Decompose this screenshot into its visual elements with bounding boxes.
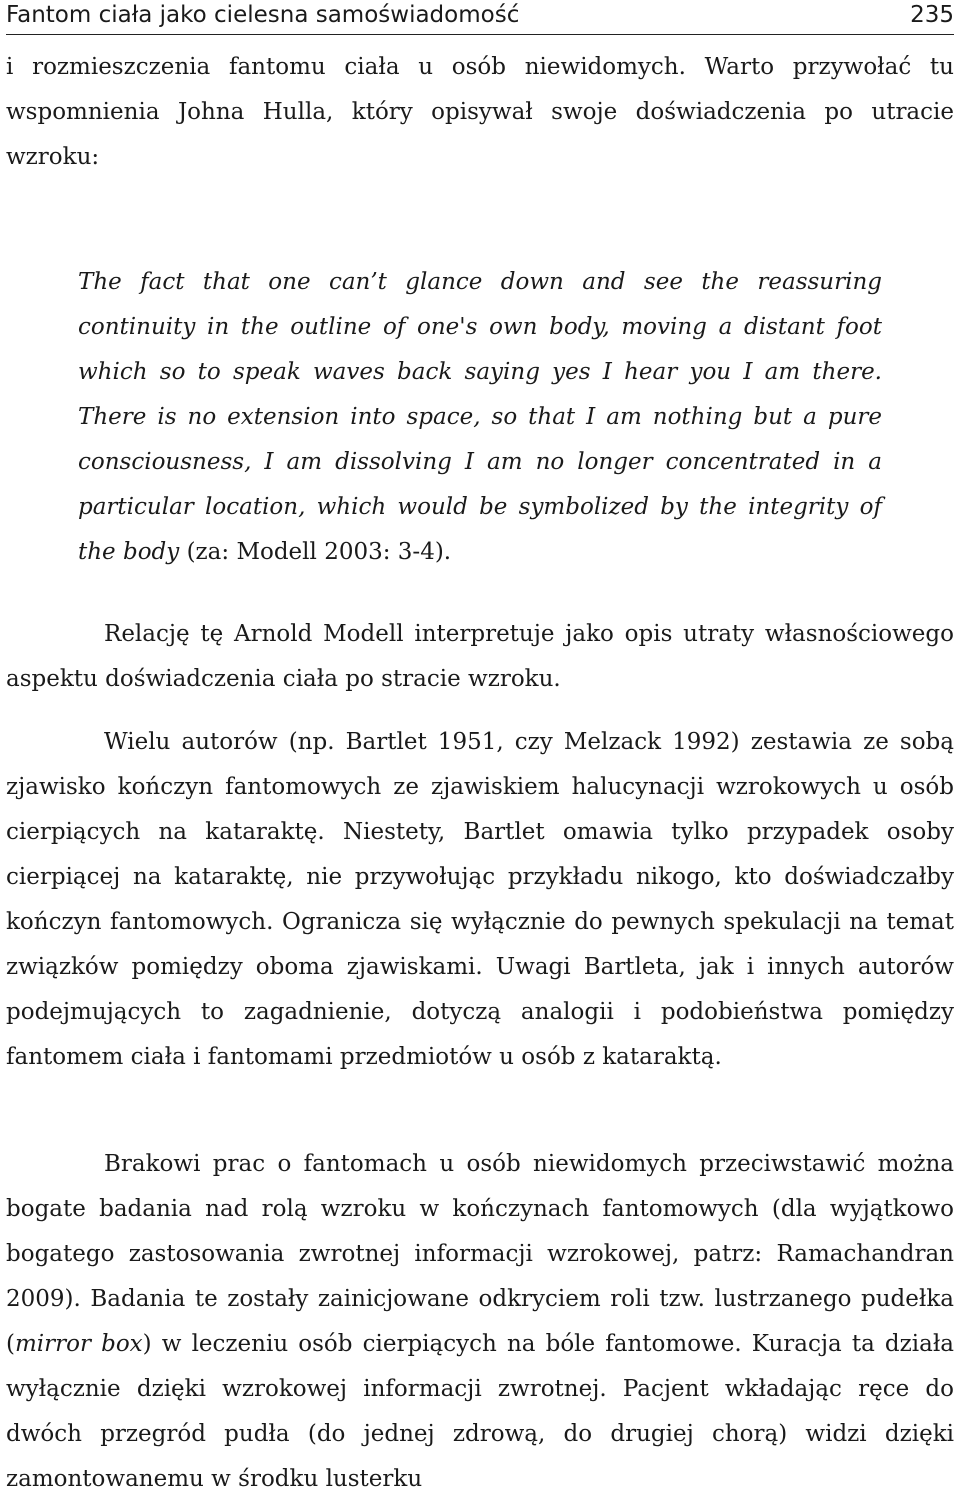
quote-reference: (za: Modell 2003: 3-4). <box>179 539 452 565</box>
paragraph-intro: i rozmieszczenia fantomu ciała u osób niewidomych. Warto przywołać tu wspomnienia Johna Hulla, który opisywał swoje doświadczenia po utracie wzroku: <box>6 54 954 170</box>
page-number: 235 <box>910 2 954 28</box>
quote-text: The fact that one can’t glance down and see the reassuring continuity in the outline of one's own body, moving a distant foot which so to speak waves back saying yes I hear you I am there. There is no extension into space, so that I am nothing but a pure consciousness, I am dissolving I am no longer concentrated in a particular location, which would be symbolized by the integrity of the body <box>78 269 882 565</box>
running-header <box>6 0 954 35</box>
running-title: Fantom ciała jako cielesna samoświadomość <box>6 2 520 28</box>
paragraph-modell: Relację tę Arnold Modell interpretuje jako opis utraty własnościowego aspektu doświadczenia ciała po stracie wzroku. <box>6 621 954 692</box>
paragraph-brakowi-part2: ) w leczeniu osób cierpiących na bóle fantomowe. Kuracja ta działa wyłącznie dzięki wzrokowej informacji zwrotnej. Pacjent wkładając ręce do dwóch przegród pudła (do jednej zdrową, do drugiej chorą) widzi dzięki zamontowanemu w środku lusterku <box>6 1331 954 1492</box>
paragraph-brakowi-part1: Brakowi prac o fantomach u osób niewidomych przeciwstawić można bogate badania nad rolą wzroku w kończynach fantomowych (dla wyjątkowo bogatego zastosowania zwrotnej informacji wzrokowej, patrz: Ramachandran 2009). Badania te zostały zainicjowane odkryciem roli tzw. lustrzanego pudełka ( <box>6 1151 954 1357</box>
paragraph-brakowi <box>6 1142 954 1502</box>
term-mirror-box: mirror box <box>14 1331 143 1357</box>
block-quote <box>78 260 882 575</box>
paragraph-authors: Wielu autorów (np. Bartlet 1951, czy Melzack 1992) zestawia ze sobą zjawisko kończyn fantomowych ze zjawiskiem halucynacji wzrokowych u osób cierpiących na kataraktę. Niestety, Bartlet omawia tylko przypadek osoby cierpiącej na kataraktę, nie przywołując przykładu nikogo, kto doświadczałby kończyn fantomowych. Ogranicza się wyłącznie do pewnych spekulacji na temat związków pomiędzy oboma zjawiskami. Uwagi Bartleta, jak i innych autorów podejmujących to zagadnienie, dotyczą analogii i podobieństwa pomiędzy fantomem ciała i fantomami przedmiotów u osób z kataraktą. <box>6 729 954 1070</box>
